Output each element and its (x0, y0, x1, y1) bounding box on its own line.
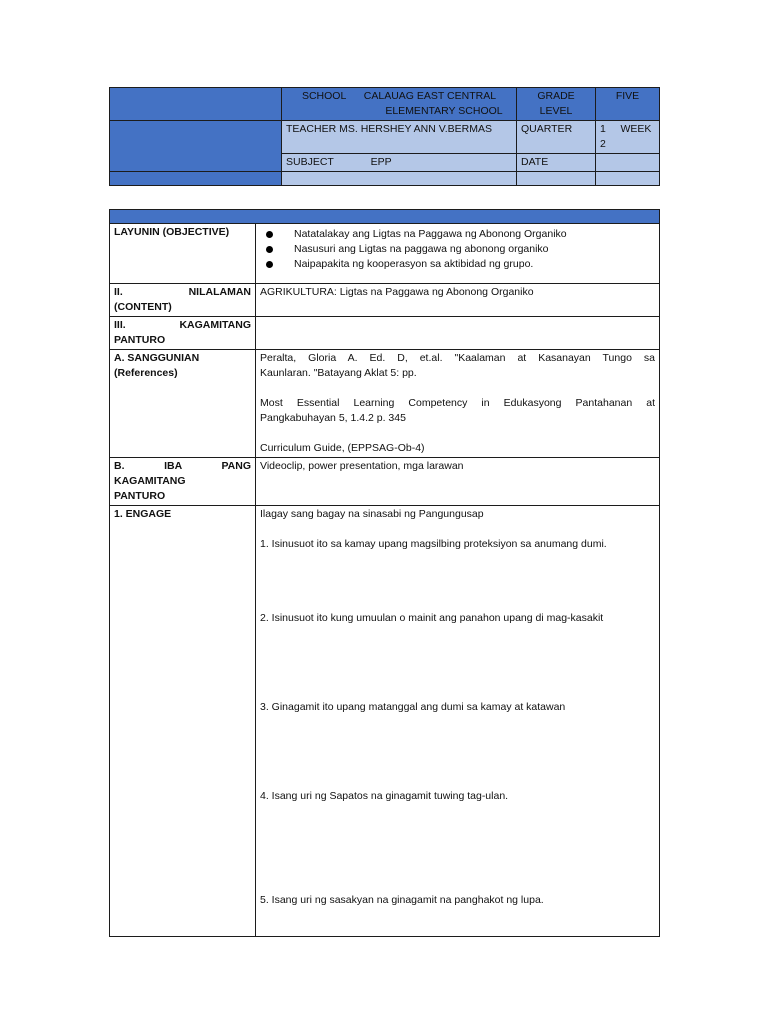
date-label-cell (517, 154, 596, 172)
header-blank-cell-2 (110, 121, 282, 172)
objective-item: Natatalakay ang Ligtas na Paggawa ng Abonong Organiko (260, 227, 655, 242)
bullet-icon (266, 231, 273, 238)
content-label-cell (110, 284, 256, 317)
grade-label-line2: LEVEL (539, 105, 573, 117)
school-cell (282, 88, 517, 121)
subject-label: SUBJECT (286, 156, 334, 168)
bullet-icon (266, 246, 273, 253)
materials-label-cell (110, 317, 256, 350)
other-materials-label-line2: KAGAMITANG (114, 475, 186, 487)
week-value: 2 (600, 138, 606, 150)
lesson-table-header-bar (110, 210, 660, 224)
teacher-cell (282, 121, 517, 154)
header-footer-cell-1 (110, 172, 282, 186)
reference-2-line1: Most Essential Learning Competency in Edukasyong Pantahanan at (260, 397, 655, 409)
references-label-line2: (References) (114, 367, 178, 379)
school-name-line2: ELEMENTARY SCHOOL (385, 105, 503, 117)
date-label: DATE (521, 156, 549, 168)
bullet-icon (266, 261, 273, 268)
references-content-cell (256, 350, 660, 458)
other-materials-label-line3: PANTURO (114, 490, 166, 502)
objective-label: LAYUNIN (OBJECTIVE) (114, 226, 230, 238)
engage-item-4: 4. Isang uri ng Sapatos na ginagamit tuwing tag-ulan. (260, 790, 509, 802)
content-value-cell (256, 284, 660, 317)
header-blank-cell (110, 88, 282, 121)
reference-1-line2: Kaunlaran. "Batayang Aklat 5: pp. (260, 367, 417, 379)
school-name-line1: CALAUAG EAST CENTRAL (363, 90, 497, 102)
references-label-cell (110, 350, 256, 458)
quarter-label-cell (517, 121, 596, 154)
engage-item-3: 3. Ginagamit ito upang matanggal ang dumi sa kamay at katawan (260, 701, 566, 713)
reference-1-line1: Peralta, Gloria A. Ed. D, et.al. "Kaalaman at Kasanayan Tungo sa (260, 352, 655, 364)
engage-item-2: 2. Isinusuot ito kung umuulan o mainit ang panahon upang di mag-kasakit (260, 612, 604, 624)
engage-instruction: Ilagay sang bagay na sinasabi ng Pangungusap (260, 508, 484, 520)
quarter-week-cell (596, 121, 660, 154)
engage-label: 1. ENGAGE (114, 508, 172, 520)
other-materials-value-cell (256, 458, 660, 506)
reference-3: Curriculum Guide, (EPPSAG-Ob-4) (260, 442, 425, 454)
objective-label-cell (110, 224, 256, 284)
teacher-label: TEACHER (286, 123, 337, 135)
header-footer-cell-3 (517, 172, 596, 186)
quarter-label: QUARTER (521, 123, 573, 135)
references-label-line1: A. SANGGUNIAN (114, 352, 200, 364)
other-materials-label-part1: B. IBA (114, 460, 182, 472)
school-label: SCHOOL (301, 90, 347, 102)
header-footer-cell-4 (596, 172, 660, 186)
materials-label-line2: PANTURO (114, 334, 166, 346)
content-label-num: II. (114, 286, 123, 298)
grade-value-cell (596, 88, 660, 121)
other-materials-label-cell (110, 458, 256, 506)
content-label-line2: (CONTENT) (114, 301, 172, 313)
objective-content-cell (256, 224, 660, 284)
grade-label-line1: GRADE (537, 90, 575, 102)
grade-value: FIVE (615, 90, 640, 102)
lesson-plan-table (109, 209, 660, 937)
header-table (109, 87, 660, 186)
engage-item-1: 1. Isinusuot ito sa kamay upang magsilbing proteksiyon sa anumang dumi. (260, 538, 607, 550)
materials-value-cell (256, 317, 660, 350)
header-footer-cell-2 (282, 172, 517, 186)
grade-label-cell (517, 88, 596, 121)
subject-cell (282, 154, 517, 172)
engage-content-cell (256, 506, 660, 937)
teacher-name: MS. HERSHEY ANN V.BERMAS (339, 123, 492, 135)
date-value-cell (596, 154, 660, 172)
other-materials-label-part2: PANG (221, 460, 251, 472)
reference-2-line2: Pangkabuhayan 5, 1.4.2 p. 345 (260, 412, 406, 424)
objective-item: Nasusuri ang Ligtas na paggawa ng abonong organiko (260, 242, 655, 257)
objective-list (260, 227, 655, 272)
engage-label-cell (110, 506, 256, 937)
materials-label-word: KAGAMITANG (179, 319, 251, 331)
objective-item: Naipapakita ng kooperasyon sa aktibidad ng grupo. (260, 257, 655, 272)
subject-value: EPP (370, 156, 392, 168)
week-label: WEEK (620, 123, 652, 135)
quarter-value: 1 (600, 123, 606, 135)
materials-label-num: III. (114, 319, 126, 331)
other-materials-value: Videoclip, power presentation, mga larawan (260, 460, 464, 472)
engage-item-5: 5. Isang uri ng sasakyan na ginagamit na panghakot ng lupa. (260, 894, 544, 906)
content-value: AGRIKULTURA: Ligtas na Paggawa ng Abonong Organiko (260, 286, 534, 298)
content-label-word: NILALAMAN (188, 286, 251, 298)
